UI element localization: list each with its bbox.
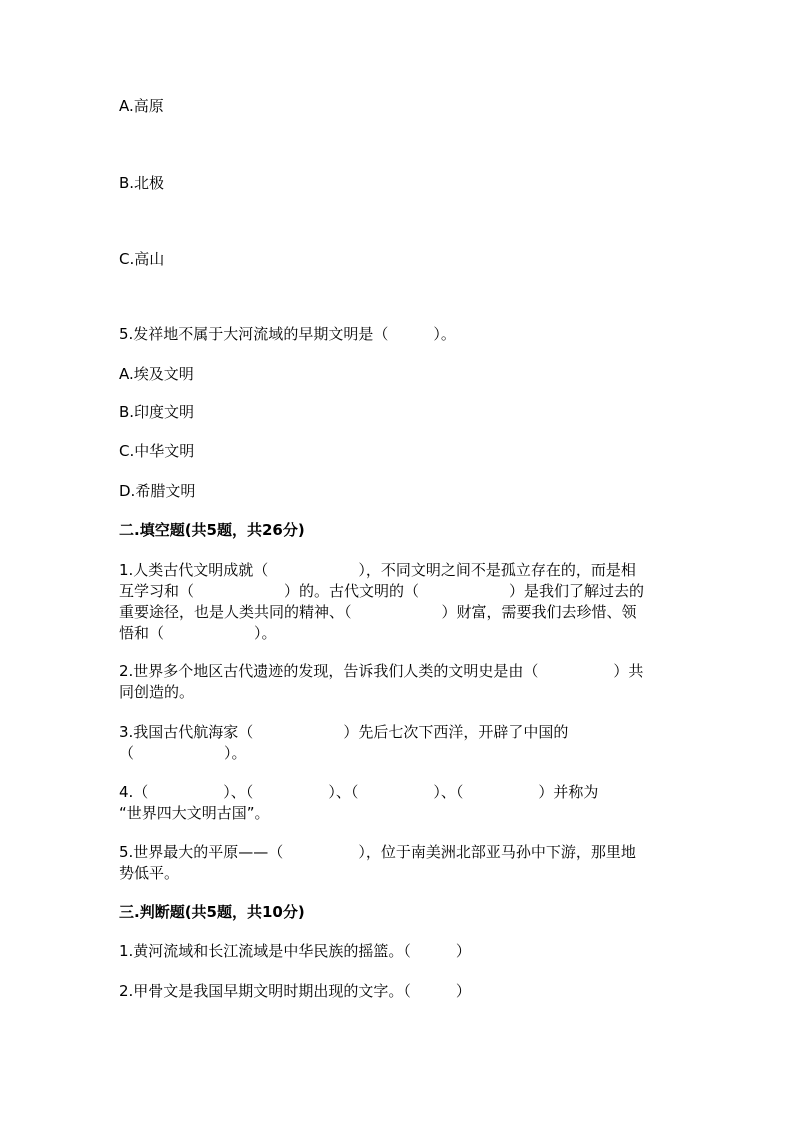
q5-option-b: B.印度文明: [119, 403, 195, 421]
fill-q1-line-3: 重要途径，也是人类共同的精神、（ ）财富，需要我们去珍惜、领: [119, 603, 637, 621]
q4-option-b: B.北极: [119, 174, 165, 192]
q5-option-c: C.中华文明: [119, 442, 195, 460]
fill-q2: [119, 661, 679, 703]
fill-q1: [119, 560, 679, 644]
fill-q3: [119, 722, 679, 764]
q4-option-c: C.高山: [119, 250, 165, 268]
fill-q4-line-2: “世界四大文明古国”。: [119, 804, 270, 822]
judge-q2: 2.甲骨文是我国早期文明时期出现的文字。（ ）: [119, 982, 471, 1000]
q5-option-a: A.埃及文明: [119, 365, 194, 383]
fill-q5-line-1: 5.世界最大的平原——（ ），位于南美洲北部亚马孙中下游，那里地: [119, 843, 636, 861]
judge-q1: 1.黄河流域和长江流域是中华民族的摇篮。（ ）: [119, 942, 471, 960]
fill-q4: [119, 782, 679, 824]
fill-q2-line-1: 2.世界多个地区古代遗迹的发现，告诉我们人类的文明史是由（ ）共: [119, 662, 644, 680]
fill-q5: [119, 842, 679, 884]
fill-q4-line-1: 4.（ ）、（ ）、（ ）、（ ）并称为: [119, 783, 599, 801]
fill-q1-line-1: 1.人类古代文明成就（ ），不同文明之间不是孤立存在的，而是相: [119, 561, 636, 579]
fill-q2-line-2: 同创造的。: [119, 683, 195, 701]
section-2-title: 二.填空题(共5题，共26分): [119, 521, 305, 539]
fill-q1-line-4: 悟和（ ）。: [119, 624, 277, 642]
section-3-title: 三.判断题(共5题，共10分): [119, 903, 305, 921]
fill-q3-line-1: 3.我国古代航海家（ ）先后七次下西洋，开辟了中国的: [119, 723, 569, 741]
q5-option-d: D.希腊文明: [119, 482, 196, 500]
q4-option-a: A.高原: [119, 97, 164, 115]
fill-q5-line-2: 势低平。: [119, 864, 180, 882]
fill-q1-line-2: 互学习和（ ）的。古代文明的（ ）是我们了解过去的: [119, 582, 645, 600]
fill-q3-line-2: （ ）。: [119, 744, 247, 762]
q5-stem: 5.发祥地不属于大河流域的早期文明是（ ）。: [119, 325, 456, 343]
